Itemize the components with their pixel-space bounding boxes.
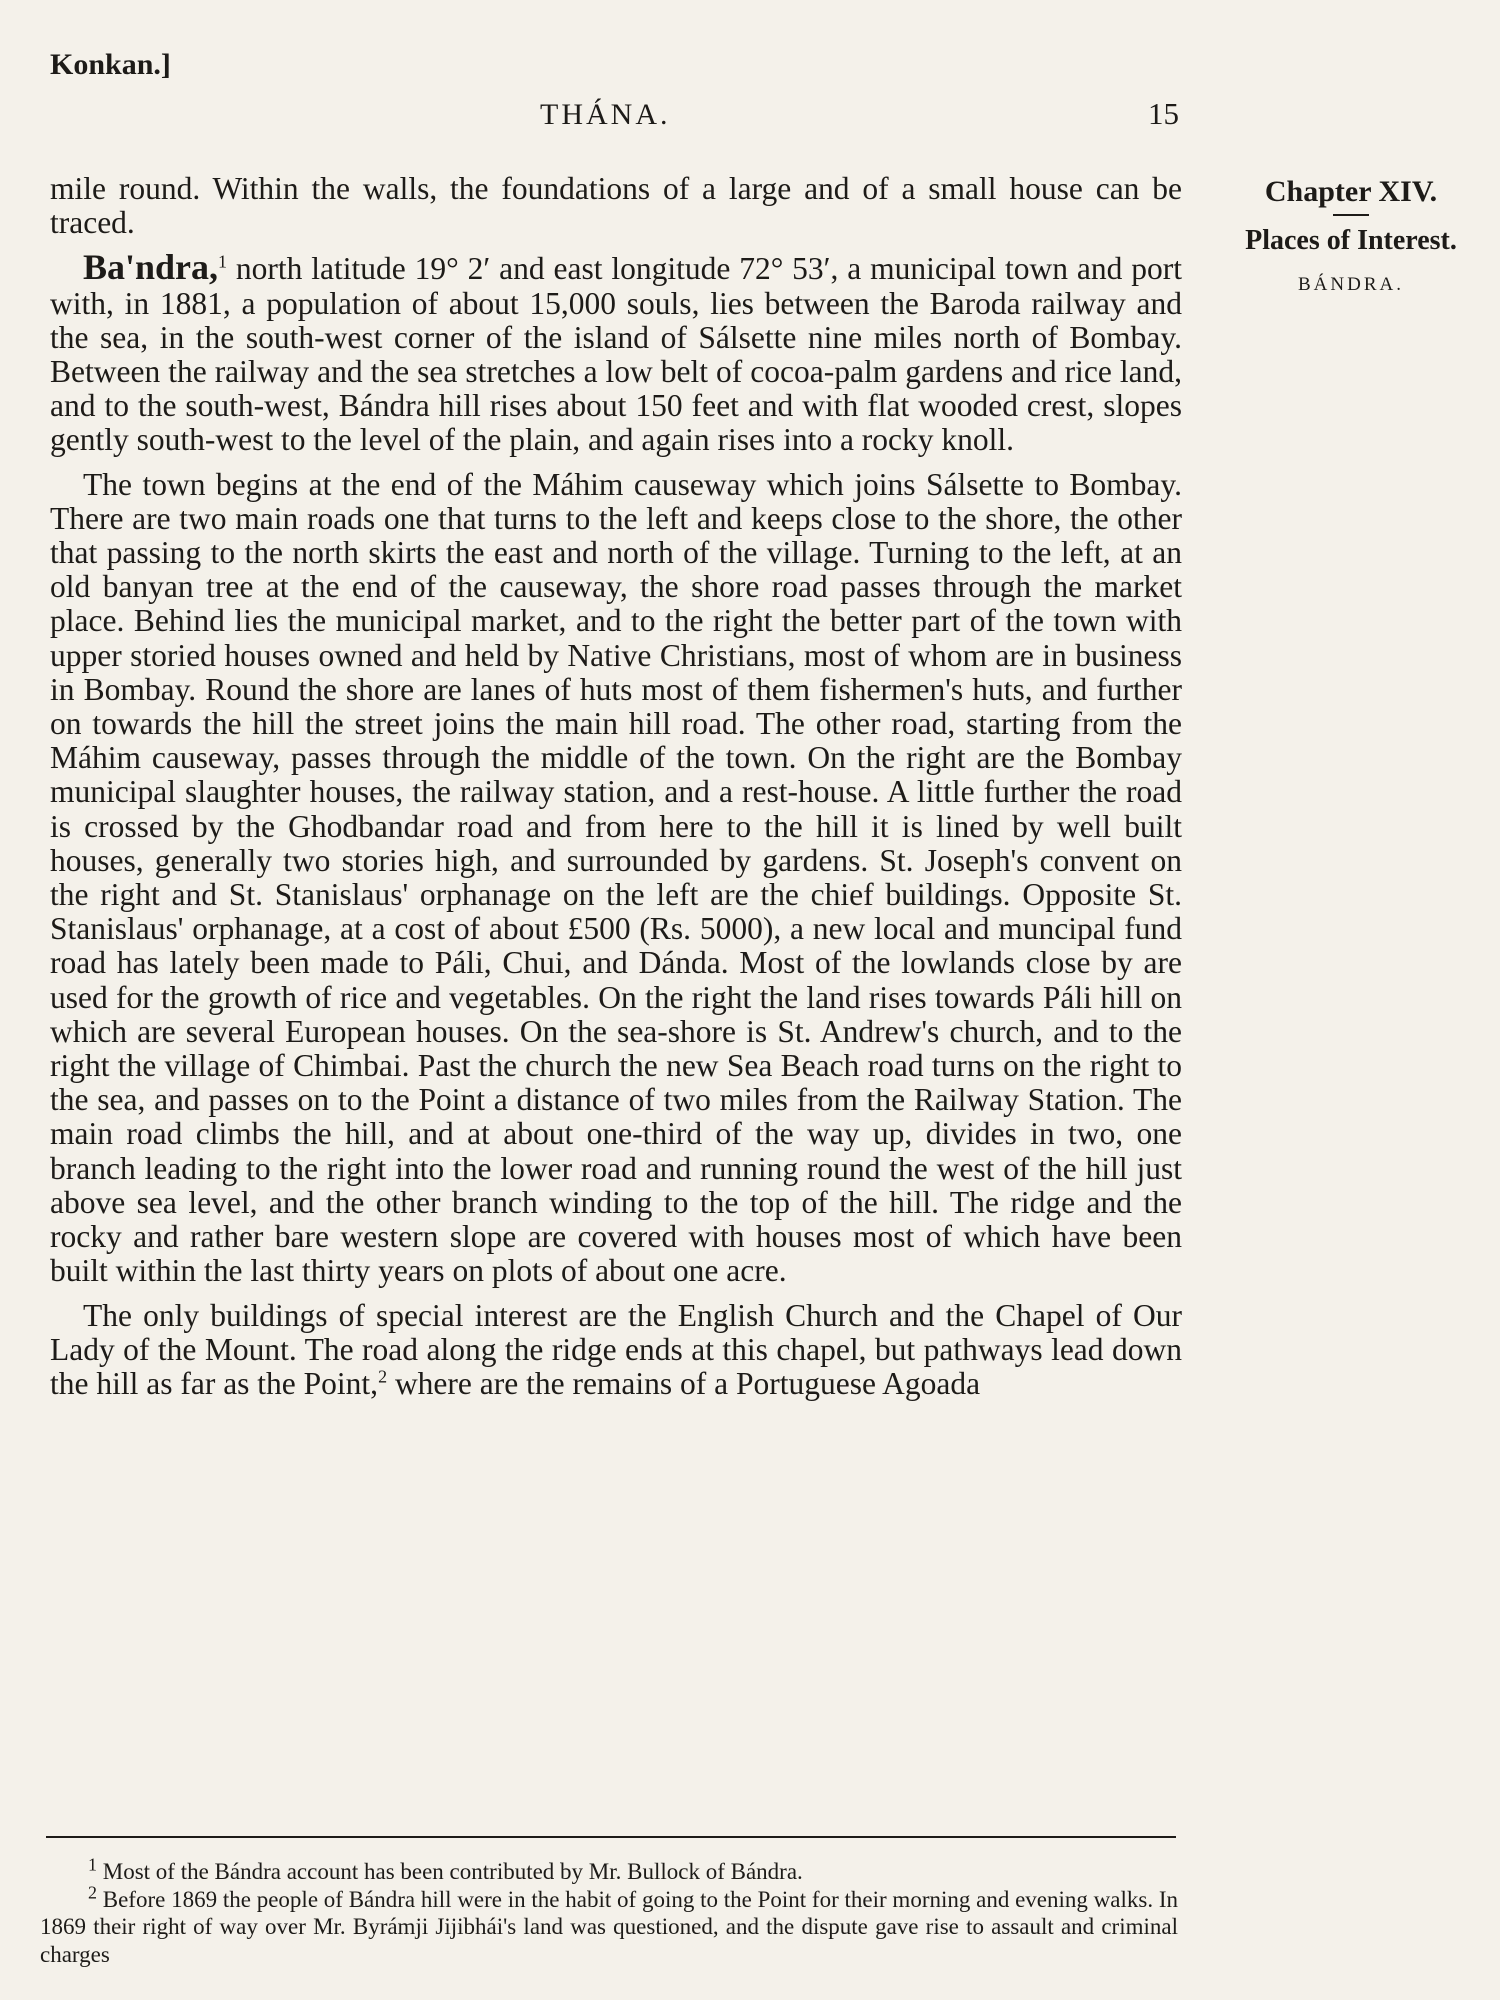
running-title: THÁNA. [540,98,671,131]
sidenote-rule [1333,214,1369,216]
sidenote-place: BÁNDRA. [1298,274,1404,295]
sidenote-section: Places of Interest. [1245,225,1457,256]
footnote-1 [40,1854,1178,1886]
footnote-ref-1: 1 [218,251,228,272]
page-number: 15 [1148,96,1179,131]
sidenote-chapter: Chapter XIV. [1264,175,1438,208]
paragraph-buildings-text: The only buildings of special interest are the English Church and the Chapel of Our Lady of the Mount. The road along the ridge ends at this chapel, but pathways lead down the hill as far as the Point, [50,1297,1182,1401]
footnote-2 [40,1881,1178,1969]
footnote-2-marker: 2 [88,1881,97,1902]
paragraph-continuation: mile round. Within the walls, the foundations of a large and of a small house can be traced. [50,171,1182,241]
footnote-1-marker: 1 [88,1854,97,1875]
running-section-label: Konkan.] [50,48,171,81]
paragraph-bandra-intro [50,247,1182,458]
footnote-divider [46,1836,1176,1838]
footnote-ref-2: 2 [378,1366,388,1387]
paragraph-bandra-intro-text: north latitude 19° 2′ and east longitude 72° 53′, a municipal town and port with, in 1881, a population of about 15,000 souls, lies between the Baroda railway and the sea, in the south-west corner of the island of Sálsette nine miles north of Bombay. Between the railway and the sea stretches a low belt of cocoa-palm gardens and rice land, and to the south-west, Bándra hill rises about 150 feet and with flat wooded crest, slopes gently south-west to the level of the plain, and again rises into a rocky knoll. [50,251,1182,458]
footnote-1-text: Most of the Bándra account has been contributed by Mr. Bullock of Bándra. [97,1859,803,1884]
body-text [50,172,1182,1411]
margin-sidenote [1206,170,1496,296]
entry-heading: Ba'ndra, [83,247,219,288]
paragraph-buildings-tail: where are the remains of a Portuguese Agoada [387,1365,981,1401]
paragraph-buildings [50,1299,1182,1402]
footnotes [40,1854,1178,1968]
paragraph-town-roads: The town begins at the end of the Máhim causeway which joins Sálsette to Bombay. There are two main roads one that turns to the left and keeps close to the shore, the other that passing to the north skirts the east and north of the village. Turning to the left, at an old banyan tree at the end of the causeway, the shore road passes through the market place. Behind lies the municipal market, and to the right the better part of the town with upper storied houses owned and held by Native Christians, most of whom are in business in Bombay. Round the shore are lanes of huts most of them fishermen's huts, and further on towards the hill the street joins the main hill road. The other road, starting from the Máhim causeway, passes through the middle of the town. On the right are the Bombay municipal slaughter houses, the railway station, and a rest-house. A little further the road is crossed by the Ghodbandar road and from here to the hill it is lined by well built houses, generally two stories high, and surrounded by gardens. St. Joseph's convent on the right and St. Stanislaus' orphanage on the left are the chief buildings. Opposite St. Stanislaus' orphanage, at a cost of about £500 (Rs. 5000), a new local and muncipal fund road has lately been made to Páli, Chui, and Dánda. Most of the lowlands close by are used for the growth of rice and vegetables. On the right the land rises towards Páli hill on which are several European houses. On the sea-shore is St. Andrew's church, and to the right the village of Chimbai. Past the church the new Sea Beach road turns on the right to the sea, and passes on to the Point a distance of two miles from the Railway Station. The main road climbs the hill, and at about one-third of the way up, divides in two, one branch leading to the right into the lower road and running round the west of the hill just above sea level, and the other branch winding to the top of the hill. The ridge and the rocky and rather bare western slope are covered with houses most of which have been built within the last thirty years on plots of about one acre. [50,466,1182,1289]
footnote-2-text: Before 1869 the people of Bándra hill were in the habit of going to the Point for their morning and evening walks. In 1869 their right of way over Mr. Byrámji Jijibhái's land was questioned, and the dispute gave rise to assault and criminal charges [40,1886,1178,1967]
